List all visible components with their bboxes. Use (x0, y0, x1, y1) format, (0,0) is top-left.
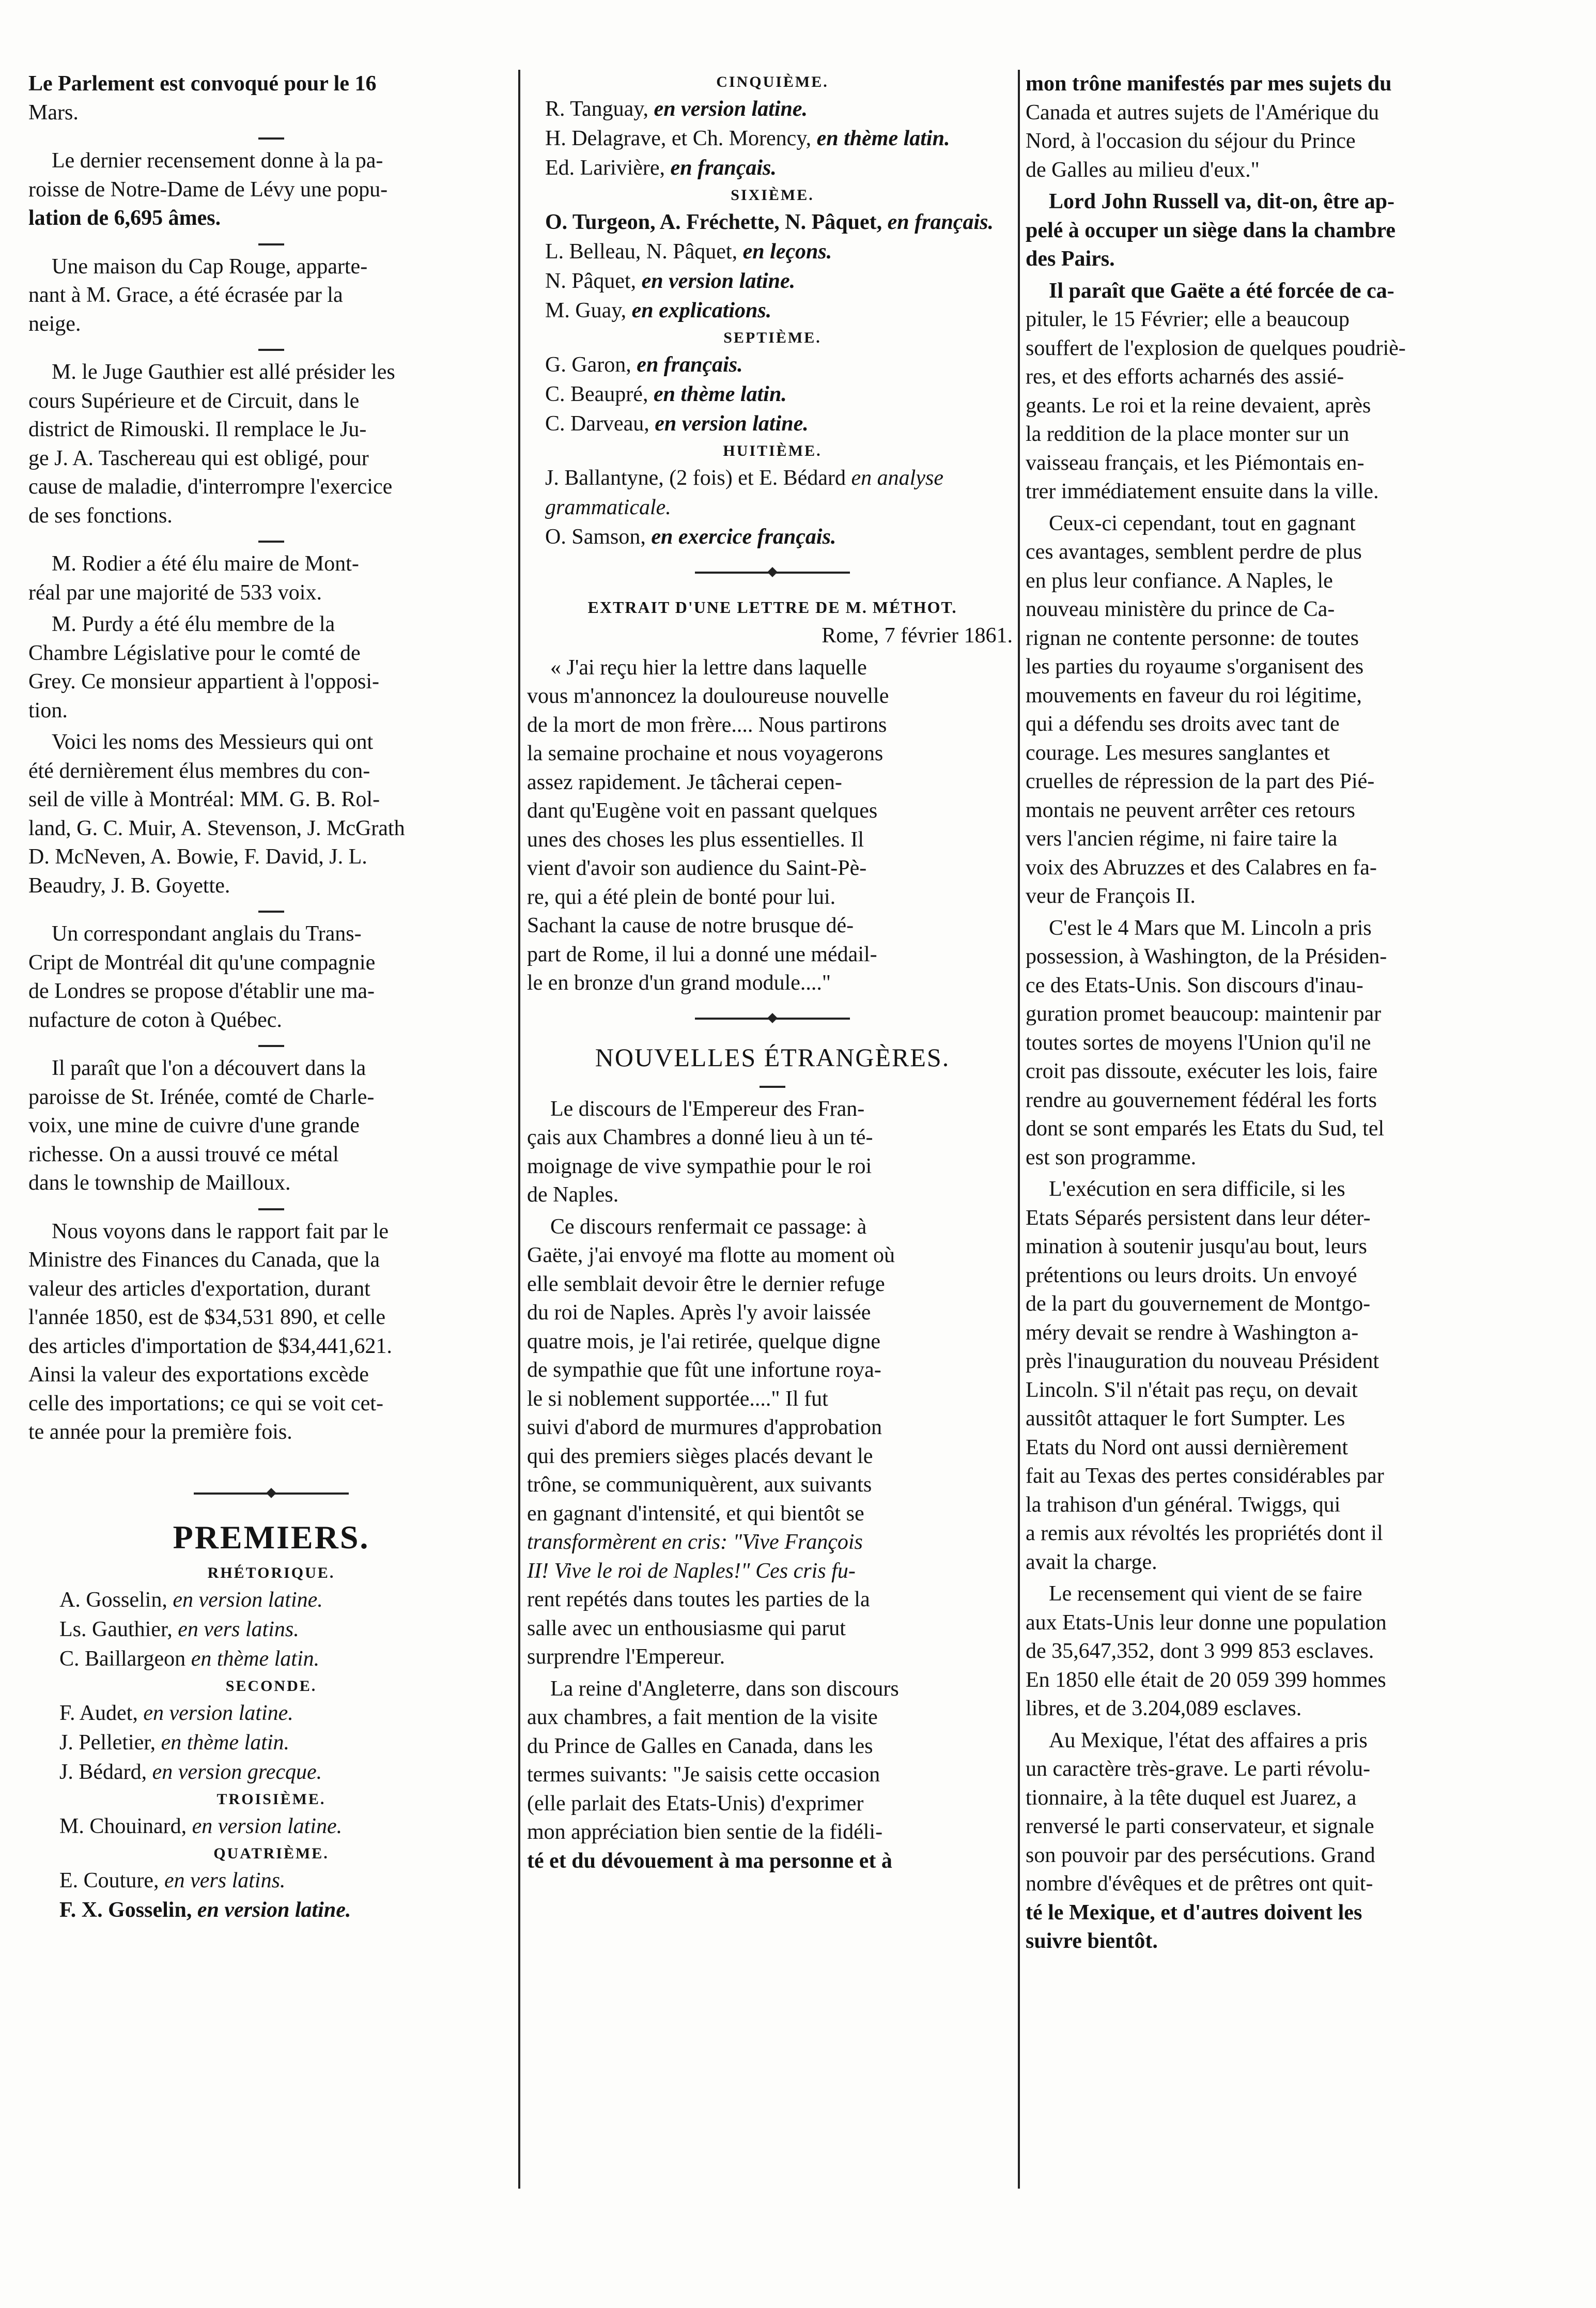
separator-dash (28, 338, 514, 358)
list-item: O. Samson, en exercice français. (545, 525, 836, 549)
list-item: J. Pelletier, en thème latin. (59, 1730, 290, 1755)
paragraph-finances: Nous voyons dans le rapport fait par le Ministre des Finances du Canada, que la valeur des articles d'exportation, durant l'année 1850, est de $34,531 890, et celle des articles d'importation de $34,441,621. Ainsi la valeur des exportations excède celle des importations; ce qui se voit cet- te année pour la première fois. (28, 1219, 392, 1444)
list-troisieme (28, 1812, 514, 1841)
list-item: F. Audet, en version latine. (59, 1701, 293, 1725)
paragraph-naples: Ceux-ci cependant, tout en gagnant ces avantages, semblent perdre de plus en plus leur confiance. A Naples, le nouveau ministère du prince de Ca- rignan ne contente personne: de toutes les parties du royaume s'organisent des mouvements en faveur du roi légitime, qui a défendu ses droits avec tant de courage. Les mesures sanglantes et cruelles de répression de la part des Pié- montais ne peuvent arrêter ces retours vers l'ancien régime, ni faire taire la voix des Abruzzes et des Calabres en fa- veur de François II. (1026, 511, 1377, 908)
heading-troisieme: TROISIÈME. (216, 1790, 326, 1808)
list-item: J. Bédard, en version grecque. (59, 1760, 322, 1784)
column-rule-left (518, 70, 520, 2189)
separator-dash (28, 900, 514, 920)
premiers-title: PREMIERS. (173, 1518, 370, 1556)
paragraph-lord-russell: Lord John Russell va, dit-on, être ap- pelé à occuper un siège dans la chambre des Pairs. (1026, 190, 1396, 271)
ornament-rule (28, 1483, 514, 1504)
list-item: F. X. Gosselin, en version latine. (59, 1898, 351, 1922)
column-1 (28, 70, 514, 1925)
paragraph-recensement-usa: Le recensement qui vient de se faire aux Etats-Unis leur donne une population de 35,647,352, dont 3 999 853 esclaves. En 1850 elle était de 20 059 399 hommes libres, et de 3.204,089 esclaves. (1026, 1582, 1387, 1720)
list-seconde (28, 1699, 514, 1787)
separator-dash (527, 1075, 1018, 1095)
separator-dash (28, 1198, 514, 1218)
extract-date: Rome, 7 février 1861. (822, 624, 1013, 648)
paragraph-discours-empereur: Le discours de l'Empereur des Fran- çais aux Chambres a donné lieu à un té- moignage de vive sympathie pour le roi de Naples. (527, 1097, 873, 1207)
list-huitieme (527, 464, 1018, 552)
ornament-rule (527, 1008, 1018, 1029)
list-item: H. Delagrave, et Ch. Morency, en thème latin. (545, 127, 950, 150)
column-2 (527, 70, 1018, 1875)
list-item: M. Chouinard, en version latine. (59, 1814, 343, 1838)
paragraph-mexique: Au Mexique, l'état des affaires a pris un caractère très-grave. Le parti révolu- tionnaire, à la tête duquel est Juarez, a renversé le parti conservateur, et signale son pouvoir par des persécutions. Grand nombre d'évêques et de prêtres ont quit- té le Mexique, et d'autres doivent les suivre bientôt. (1026, 1728, 1375, 1953)
list-item: E. Couture, en vers latins. (59, 1868, 286, 1892)
extract-title: EXTRAIT D'UNE LETTRE DE M. MÉTHOT. (587, 598, 957, 617)
paragraph-parlement: Le Parlement est convoqué pour le 16 Mars. (28, 72, 377, 125)
paragraph-etats-separes: L'exécution en sera difficile, si les Etats Séparés persistent dans leur déter- mination à soutenir jusqu'au bout, leurs prétentions ou leurs droits. Un envoyé de la part du gouvernement de Montgo- méry devait se rendre à Washington a- près l'inauguration du nouveau Président Lincoln. S'il n'était pas reçu, on devait aussitôt attaquer le fort Sumpter. Les Etats du Nord ont aussi dernièrement fait au Texas des pertes considérables par la trahison d'un général. Twiggs, qui a remis aux révoltés les propriétés dont il avait la charge. (1026, 1177, 1384, 1574)
paragraph-extract-letter: « J'ai reçu hier la lettre dans laquelle vous m'annoncez la douloureuse nouvelle de la mort de mon frère.... Nous partirons la semaine prochaine et nous voyagerons assez rapidement. Je tâcherai cepen- dant qu'Eugène voit en passant quelques unes des choses les plus essentielles. Il vient d'avoir son audience du Saint-Pè- re, qui a été plein de bonté pour lui. Sachant la cause de notre brusque dé- part de Rome, il lui a donné une médail- le en bronze d'un grand module...." (527, 655, 889, 995)
nouvelles-title: NOUVELLES ÉTRANGÈRES. (595, 1042, 950, 1072)
heading-seconde: SECONDE. (225, 1677, 317, 1695)
list-item: Ed. Larivière, en français. (545, 156, 777, 180)
list-item: C. Beaupré, en thème latin. (545, 382, 787, 406)
heading-rhetorique: RHÉTORIQUE. (207, 1564, 335, 1581)
list-item: M. Guay, en explications. (545, 299, 772, 322)
list-item: C. Baillargeon en thème latin. (59, 1647, 320, 1671)
list-rhetorique (28, 1586, 514, 1674)
paragraph-trans-cript: Un correspondant anglais du Trans- Cript de Montréal dit qu'une compagnie de Londres se propose d'établir une ma- nufacture de coton à Québec. (28, 922, 376, 1032)
list-item: R. Tanguay, en version latine. (545, 97, 808, 121)
ornament-rule (527, 562, 1018, 583)
column-rule-right (1018, 70, 1020, 2189)
heading-quatrieme: QUATRIÈME. (213, 1844, 329, 1862)
heading-cinquieme: CINQUIÈME. (716, 73, 829, 90)
list-item: A. Gosselin, en version latine. (59, 1588, 323, 1612)
list-item: G. Garon, en français. (545, 353, 743, 377)
list-item: J. Ballantyne, (2 fois) et E. Bédard en analyse grammaticale. (545, 466, 943, 519)
separator-dash (28, 233, 514, 253)
separator-dash (28, 530, 514, 550)
list-item: L. Belleau, N. Pâquet, en leçons. (545, 240, 832, 264)
list-sixieme (527, 208, 1018, 326)
list-item: C. Darveau, en version latine. (545, 412, 809, 436)
heading-septieme: SEPTIÈME. (723, 329, 822, 346)
paragraph-gaete: Il paraît que Gaëte a été forcée de ca- pituler, le 15 Février; elle a beaucoup souffert de l'explosion de quelques poudriè- res, et des efforts acharnés des assié- geants. Le roi et la reine devaient, après la reddition de la place monter sur un vaisseau français, et les Piémontais en- trer immédiatement ensuite dans la ville. (1026, 279, 1406, 503)
paragraph-reine-angleterre: La reine d'Angleterre, dans son discours aux chambres, a fait mention de la visite du Prince de Galles en Canada, dans les termes suivants: "Je saisis cette occasion (elle parlait des Etats-Unis) d'exprimer mon appréciation bien sentie de la fidéli- té et du dévouement à ma personne et à (527, 1676, 899, 1873)
paragraph-rodier: M. Rodier a été élu maire de Mont- réal par une majorité de 533 voix. (28, 552, 359, 605)
paragraph-cap-rouge: Une maison du Cap Rouge, apparte- nant à M. Grace, a été écrasée par la neige. (28, 254, 368, 336)
heading-huitieme: HUITIÈME. (723, 442, 822, 459)
paragraph-juge-gauthier: M. le Juge Gauthier est allé présider les cours Supérieure et de Circuit, dans le district de Rimouski. Il remplace le Ju- ge J. A. Taschereau qui est obligé, pour cause de maladie, d'interrompre l'exercice de ses fonctions. (28, 360, 395, 528)
list-item: Ls. Gauthier, en vers latins. (59, 1617, 299, 1641)
paragraph-lincoln: C'est le 4 Mars que M. Lincoln a pris possession, à Washington, de la Présiden- ce des Etats-Unis. Son discours d'inau- guration promet beaucoup: maintenir par toutes sortes de moyens l'Union qu'il ne croit pas dissoute, exécuter les lois, faire rendre au gouvernement fédéral les forts dont se sont emparés les Etats du Sud, tel est son programme. (1026, 916, 1387, 1170)
paragraph-reine-suite: mon trône manifestés par mes sujets du Canada et autres sujets de l'Amérique du Nord, à l'occasion du séjour du Prince de Galles au milieu d'eux." (1026, 72, 1392, 182)
paragraph-mine-cuivre: Il paraît que l'on a découvert dans la paroisse de St. Irénée, comté de Charle- voix, une mine de cuivre d'une grande richesse. On a aussi trouvé ce métal dans le township de Mailloux. (28, 1056, 375, 1195)
separator-dash (28, 1035, 514, 1054)
list-item: O. Turgeon, A. Fréchette, N. Pâquet, en français. (545, 210, 994, 234)
paragraph-recensement-levy: Le dernier recensement donne à la pa- roisse de Notre-Dame de Lévy une popu- lation de 6,695 âmes. (28, 149, 388, 230)
paragraph-conseil-montreal: Voici les noms des Messieurs qui ont été dernièrement élus membres du con- seil de ville à Montréal: MM. G. B. Rol- land, G. C. Muir, A. Stevenson, J. McGrath D. McNeven, A. Bowie, F. David, J. L. Beaudry, J. B. Goyette. (28, 730, 405, 898)
list-quatrieme (28, 1866, 514, 1925)
heading-sixieme: SIXIÈME. (731, 187, 814, 204)
paragraph-purdy: M. Purdy a été élu membre de la Chambre Législative pour le comté de Grey. Ce monsieur appartient à l'opposi- tion. (28, 612, 379, 722)
list-septieme (527, 350, 1018, 439)
column-3 (1026, 70, 1566, 1956)
paragraph-discours-passage: Ce discours renfermait ce passage: à Gaëte, j'ai envoyé ma flotte au moment où elle semblait devoir être le dernier refuge du roi de Naples. Après l'y avoir laissée quatre mois, je l'ai retirée, quelque digne de sympathie que fût une infortune roya- le si noblement supportée...." Il fut suivi d'abord de murmures d'approbation qui des premiers sièges placés devant le trône, se communiquèrent, aux suivants en gagnant d'intensité, et qui bientôt se transformèrent en cris: "Vive François II! Vive le roi de Naples!" Ces cris fu- rent repétés dans toutes les parties de la salle avec un enthousiasme qui parut surprendre l'Empereur. (527, 1214, 895, 1669)
list-cinquieme (527, 95, 1018, 183)
list-item: N. Pâquet, en version latine. (545, 269, 796, 293)
separator-dash (28, 127, 514, 147)
